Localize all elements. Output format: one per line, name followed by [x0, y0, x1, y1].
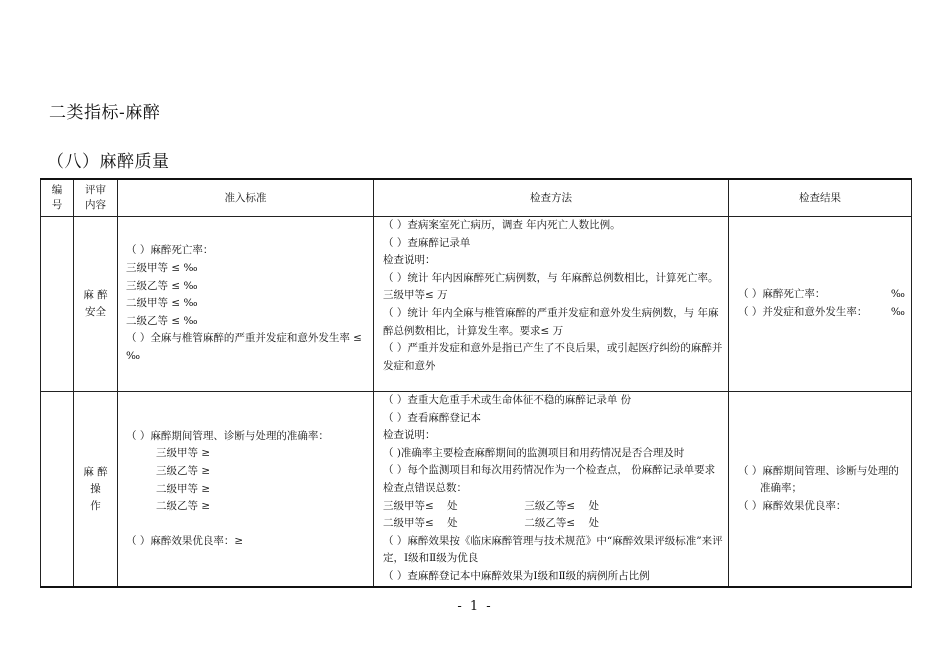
result-death-rate: （ ）麻醉死亡率： ‰ [738, 288, 905, 301]
table-row [41, 392, 912, 588]
row-item: 麻 醉 操 作 [74, 392, 118, 588]
row-standard: （ ）麻醉死亡率： 三级甲等 ≤ ‰ 三级乙等 ≤ ‰ 二级甲等 ≤ ‰ 二级乙等 ≤ ‰ （ ）全麻与椎管麻醉的严重并发症和意外发生率 ≤ ‰ [118, 217, 374, 392]
row-method: （ ）查病案室死亡病历，调查 年内死亡人数比例。 （ ）查麻醉记录单 检查说明： （ ）统计 年内因麻醉死亡病例数，与 年麻醉总例数相比，计算死亡率。三级甲等≤ 万 （ ）统计 年内全麻与椎管麻醉的严重并发症和意外发生病例数，与 年麻醉总例数相比，计算发生率。要求≤ 万 （ ）严重并发症和意外是指已产生了不良后果，或引起医疗纠纷的麻醉并发症和意外 [374, 217, 729, 392]
header-method: 检查方法 [374, 179, 729, 217]
header-result: 检查结果 [729, 179, 912, 217]
result-complication-rate: （ ）并发症和意外发生率： ‰ [738, 306, 905, 318]
row-result [729, 217, 912, 392]
header-number: 编 号 [41, 179, 74, 217]
row-number [41, 392, 74, 588]
row-item: 麻 醉 安全 [74, 217, 118, 392]
result-accuracy-rate: （ ）麻醉期间管理、诊断与处理的准确率； [738, 464, 899, 495]
document-heading: 二类指标-麻醉 [49, 103, 161, 123]
header-review-content: 评审 内容 [74, 179, 118, 217]
quality-table [40, 178, 912, 588]
row-standard: （ ）麻醉期间管理、诊断与处理的准确率： 三级甲等 ≥ 三级乙等 ≥ 二级甲等 ≥ 二级乙等 ≥ （ ）麻醉效果优良率：≥ [118, 392, 374, 588]
section-title: （八）麻醉质量 [47, 152, 170, 172]
header-standard: 准入标准 [118, 179, 374, 217]
result-effect-rate: （ ）麻醉效果优良率： [738, 499, 847, 512]
table-row [41, 217, 912, 392]
table-header-row [41, 179, 912, 217]
page-number: - 1 - [457, 599, 493, 614]
row-number [41, 217, 74, 392]
row-result [729, 392, 912, 588]
row-method: （ ）查重大危重手术或生命体征不稳的麻醉记录单 份 （ ）查看麻醉登记本 检查说明： （ )准确率主要检查麻醉期间的监测项目和用药情况是否合理及时 （ ）每个监测项目和每次用药情况作为一个检查点， 份麻醉记录单要求检查点错误总数： 三级甲等≤ 处 三级乙等≤ 处 二级甲等≤ 处 二级乙等≤ 处 （ ）麻醉效果按《临床麻醉管理与技术规范》中“麻醉效果评级标准”来评定，Ⅰ级和Ⅱ级为优良 （ ）查麻醉登记本中麻醉效果为Ⅰ级和Ⅱ级的病例所占比例 [374, 392, 729, 588]
